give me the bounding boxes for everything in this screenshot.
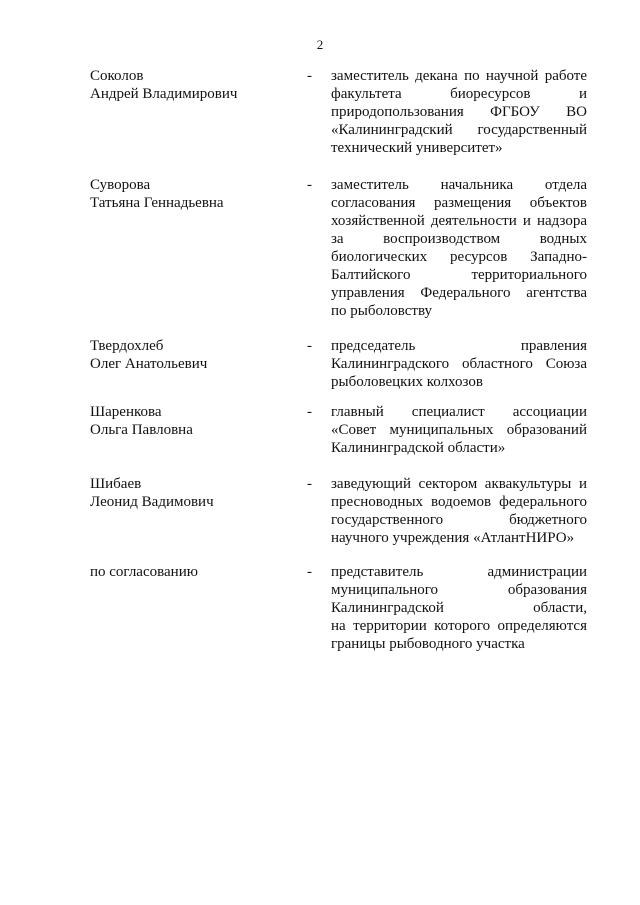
position-line: научного учреждения «АтлантНИРО» [331,530,575,546]
position-line: Балтийского территориального [331,267,587,283]
position-line: на территории которого определяются [331,618,587,634]
member-position [331,403,587,457]
member-name [90,67,290,103]
separator-dash: - [307,68,312,84]
member-given-names: Андрей Владимирович [90,86,238,102]
position-line: по рыболовству [331,303,433,319]
member-name [90,475,290,511]
member-designation: по согласованию [90,564,198,580]
separator-dash: - [307,564,312,580]
member-position [331,176,587,320]
position-line: заместитель декана по научной работе [331,68,587,84]
position-line: «Совет муниципальных образований [331,422,587,438]
member-surname: Шибаев [90,476,142,492]
member-name [90,176,290,212]
position-line: биологических ресурсов Западно- [331,249,587,265]
position-line: за воспроизводством водных [331,231,587,247]
member-surname: Твердохлеб [90,338,164,354]
position-line: заместитель начальника отдела [331,177,587,193]
position-line: муниципального образования [331,582,587,598]
page-number: 2 [316,37,324,52]
separator-dash: - [307,404,312,420]
position-line: хозяйственной деятельности и надзора [331,213,587,229]
member-given-names: Татьяна Геннадьевна [90,195,224,211]
position-line: Калининградской области» [331,440,506,456]
position-line: факультета биоресурсов и [331,86,587,102]
member-surname: Соколов [90,68,144,84]
separator-dash: - [307,476,312,492]
position-line: технический университет» [331,140,503,156]
member-position [331,67,587,157]
position-line: границы рыбоводного участка [331,636,525,652]
member-surname: Шаренкова [90,404,162,420]
separator-dash: - [307,338,312,354]
member-given-names: Олег Анатольевич [90,356,208,372]
member-surname: Суворова [90,177,151,193]
member-position [331,337,587,391]
member-given-names: Леонид Вадимович [90,494,214,510]
position-line: рыболовецких колхозов [331,374,483,390]
member-given-names: Ольга Павловна [90,422,193,438]
position-line: управления Федерального агентства [331,285,587,301]
position-line: председатель правления [331,338,587,354]
separator-dash: - [307,177,312,193]
member-name [90,403,290,439]
position-line: Калининградского областного Союза [331,356,587,372]
position-line: пресноводных водоемов федерального [331,494,587,510]
position-line: представитель администрации [331,564,587,580]
member-position [331,563,587,653]
position-line: главный специалист ассоциации [331,404,587,420]
position-line: государственного бюджетного [331,512,587,528]
member-name [90,563,290,581]
member-name [90,337,290,373]
position-line: «Калининградский государственный [331,122,587,138]
position-line: согласования размещения объектов [331,195,587,211]
position-line: заведующий сектором аквакультуры и [331,476,587,492]
position-line: природопользования ФГБОУ ВО [331,104,587,120]
member-position [331,475,587,547]
position-line: Калининградской области, [331,600,587,616]
